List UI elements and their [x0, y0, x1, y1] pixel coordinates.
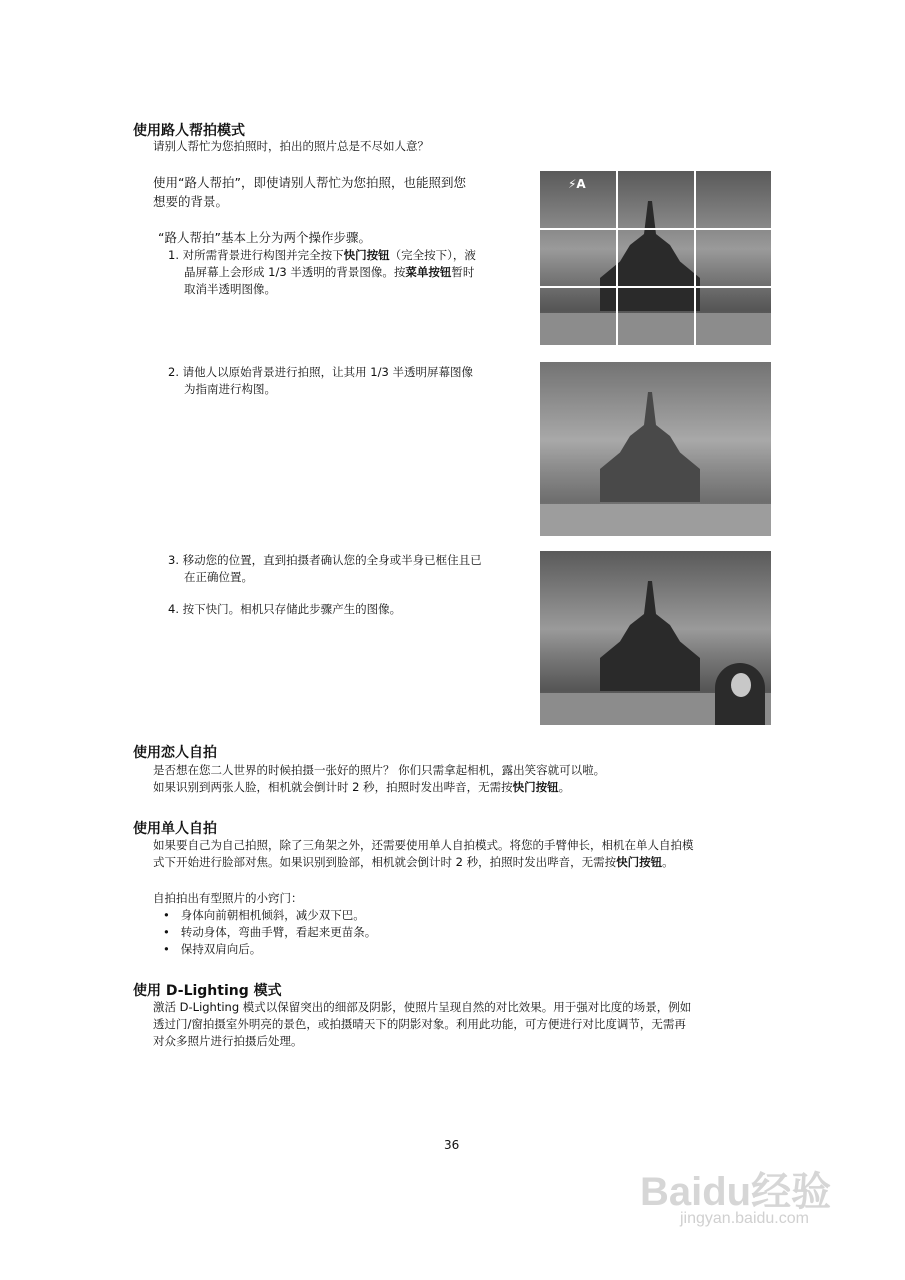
section-title-passerby: 使用路人帮拍模式 [133, 123, 245, 139]
self-text: 如果要自己为自己拍照，除了三角架之外，还需要使用单人自拍模式。将您的手臂伸长，相机在单人自拍模 式下开始进行脸部对焦。如果识别到脸部，相机就会倒计时 2 秒，拍照时发出哔音，无需按快门按钮。 [153, 838, 694, 869]
watermark-logo: Baidu经验 [640, 1170, 832, 1214]
step-2: 2. 请他人以原始背景进行拍照，让其用 1/3 半透明屏幕图像 为指南进行构图。 [168, 365, 473, 396]
section-title-self: 使用单人自拍 [133, 821, 217, 837]
photo-final-with-person [540, 551, 771, 725]
paragraph: 使用“路人帮拍”，即使请别人帮忙为您拍照，也能照到您 想要的背景。 [153, 175, 466, 209]
page-number: 36 [444, 1138, 460, 1152]
step-4: 4. 按下快门。相机只存储此步骤产生的图像。 [168, 602, 402, 616]
paragraph: “路人帮拍”基本上分为两个操作步骤。 [158, 230, 371, 245]
step-1: 1. 对所需背景进行构图并完全按下快门按钮（完全按下），液 晶屏幕上会形成 1/3 半透明的背景图像。按菜单按钮暂时 取消半透明图像。 [168, 248, 476, 296]
list-item: • 转动身体，弯曲手臂，看起来更苗条。 [163, 925, 377, 939]
list-item: • 身体向前朝相机倾斜，减少双下巴。 [163, 908, 365, 922]
dlighting-text: 激活 D-Lighting 模式以保留突出的细部及阴影，使照片呈现自然的对比效果。用于强对比度的场景，例如 透过门/窗拍摄室外明亮的景色，或拍摄晴天下的阴影对象。利用此功能，可方便进行对比度调节，无需再 对众多照片进行拍摄后处理。 [153, 1000, 692, 1048]
watermark-url: jingyan.baidu.com [680, 1210, 809, 1227]
photo-translucent-overlay [540, 362, 771, 536]
tips-list [163, 907, 376, 958]
list-item: • 保持双肩向后。 [163, 942, 262, 956]
section-title-couple: 使用恋人自拍 [133, 745, 217, 761]
couple-text: 是否想在您二人世界的时候拍摄一张好的照片？ 你们只需拿起相机，露出笑容就可以啦。 如果识别到两张人脸，相机就会倒计时 2 秒，拍照时发出哔音，无需按快门按钮。 [153, 763, 606, 794]
step-3: 3. 移动您的位置，直到拍摄者确认您的全身或半身已框住且已 在正确位置。 [168, 553, 482, 584]
intro-text: 请别人帮忙为您拍照时，拍出的照片总是不尽如人意？ [153, 139, 429, 153]
photo-background-grid [540, 171, 771, 345]
section-title-dlighting: 使用 D-Lighting 模式 [133, 983, 282, 999]
tips-title: 自拍拍出有型照片的小窍门： [153, 891, 303, 905]
flash-auto-icon: ⚡A [568, 177, 586, 191]
